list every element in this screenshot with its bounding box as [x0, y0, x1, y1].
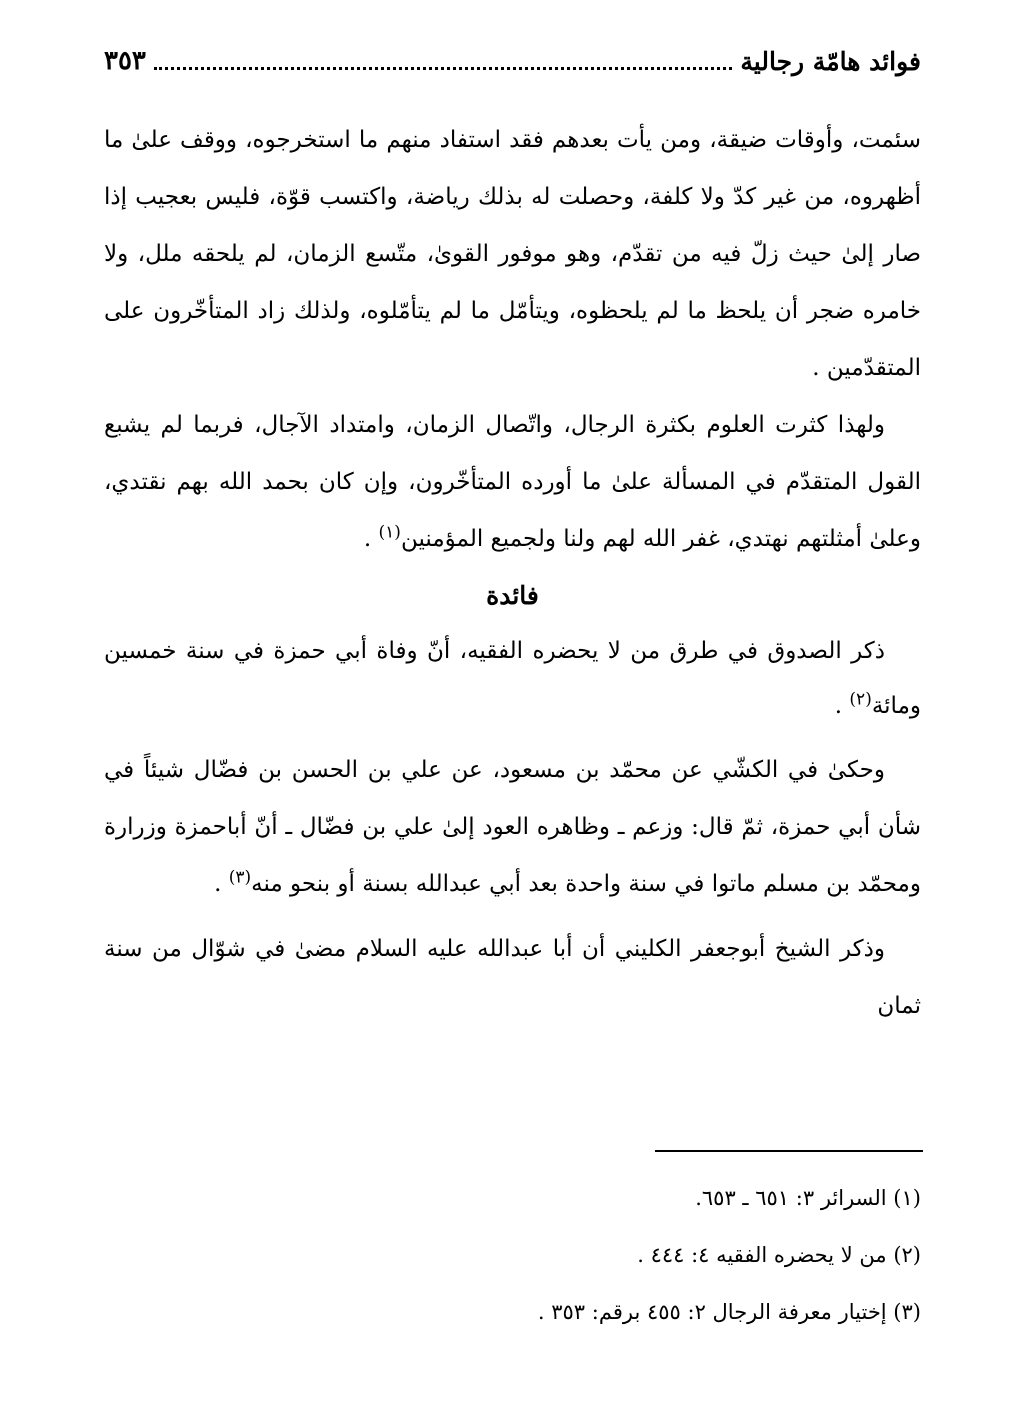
paragraph-3 — [104, 624, 921, 734]
paragraph-4-text: وحكىٰ في الكشّي عن محمّد بن مسعود، عن علي بن الحسن بن فضّال شيئاً في شأن أبي حمزة، ثمّ قال: وزعم ـ وظاهره العود إلىٰ علي بن فضّال ـ أنّ أباحمزة وزرارة ومحمّد بن مسلم ماتوا في سنة واحدة بعد أبي عبدالله بسنة أو بنحو منه — [104, 757, 921, 897]
paragraph-2-text: ولهذا كثرت العلوم بكثرة الرجال، واتّصال الزمان، وامتداد الآجال، فربما لم يشبع القول المتقدّم في المسألة علىٰ ما أورده المتأخّرون، وإن كان بحمد الله بهم نقتدي، وعلىٰ أمثلتهم نهتدي، غفر الله لهم ولنا ولجميع المؤمنين — [104, 412, 921, 552]
footnote-2: (٢) من لا يحضره الفقيه ٤: ٤٤٤ . — [637, 1243, 921, 1267]
section-title: فائدة — [486, 581, 539, 610]
header-dot-leader — [154, 65, 732, 70]
footnote-ref-3: (٣) — [228, 867, 252, 888]
paragraph-5: وذكر الشيخ أبوجعفر الكليني أن أبا عبدالله عليه السلام مضىٰ في شوّال من سنة ثمان — [104, 936, 921, 1019]
paragraph-3-end: . — [834, 693, 850, 719]
main-text — [104, 112, 921, 1035]
running-header — [104, 38, 921, 84]
paragraph-3-text: ذكر الصدوق في طرق من لا يحضره الفقيه، أنّ وفاة أبي حمزة في سنة خمسين ومائة — [104, 638, 921, 719]
header-title: فوائد هامّة رجالية — [740, 46, 921, 76]
footnote-1: (١) السرائر ٣: ٦٥١ ـ ٦٥٣. — [695, 1186, 921, 1210]
footnote-ref-2: (٢) — [849, 689, 872, 710]
footnote-3: (٣) إختيار معرفة الرجال ٢: ٤٥٥ برقم: ٣٥٣ . — [537, 1300, 921, 1324]
footnote-ref-1: (١) — [378, 522, 401, 543]
paragraph-1: سئمت، وأوقات ضيقة، ومن يأت بعدهم فقد استفاد منهم ما استخرجوه، ووقف علىٰ ما أظهروه، من غير كدّ ولا كلفة، وحصلت له بذلك رياضة، واكتسب قوّة، فليس بعجيب إذا صار إلىٰ حيث زلّ فيه من تقدّم، وهو موفور القوىٰ، متّسع الزمان، لم يلحقه ملل، ولا خامره ضجر أن يلحظ ما لم يلحظوه، ويتأمّل ما لم يتأمّلوه، ولذلك زاد المتأخّرون على المتقدّمين . — [104, 127, 921, 381]
paragraph-4-end: . — [214, 871, 229, 897]
page-number: ٣٥٣ — [104, 46, 146, 76]
paragraph-2-end: . — [363, 526, 379, 552]
footnotes — [104, 1170, 921, 1341]
footnote-separator — [655, 1150, 923, 1152]
paragraph-2 — [104, 397, 921, 568]
paragraph-4 — [104, 742, 921, 913]
